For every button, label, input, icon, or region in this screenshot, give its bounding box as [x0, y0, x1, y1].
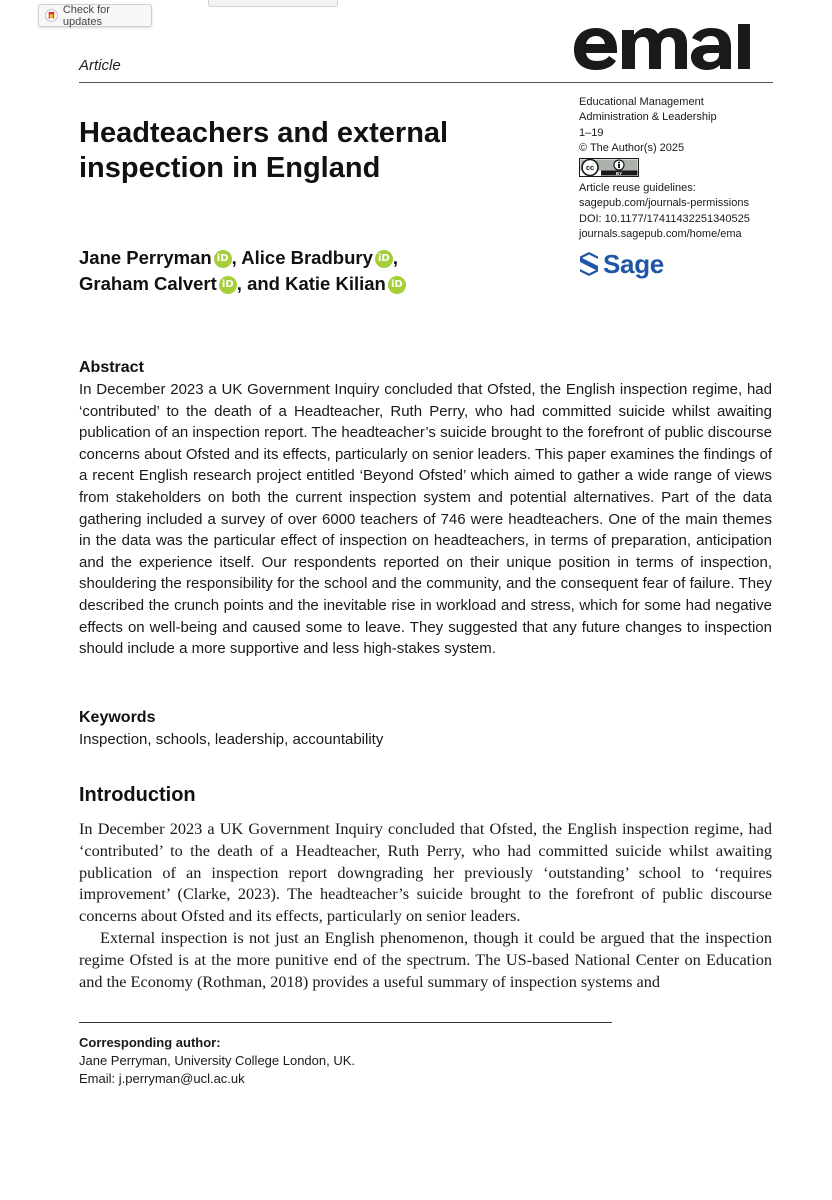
introduction-paragraph: External inspection is not just an English phenomenon, though it could be argued that the inspection regime Ofsted is at the more punitive end of the spectrum. The US-based National Center on Education and the Economy (Rothman, 2018) provides a useful summary of inspection systems and [79, 927, 772, 991]
svg-text:cc: cc [585, 163, 595, 173]
author-separator: , and [236, 273, 286, 294]
introduction-body [79, 818, 772, 992]
introduction-paragraph: In December 2023 a UK Government Inquiry concluded that Ofsted, the English inspection regime, had ‘contributed’ to the death of a Headteacher, Ruth Perry, who had committed suicide whilst awaiting publication of an inspection report downgrading her previously ‘outstanding’ school to ‘requires improvement’ (Clarke, 2023). The headteacher’s suicide brought to the forefront of public discourse concerns about Ofsted and its effects, particularly on senior leaders. [79, 819, 772, 926]
emal-journal-logo [574, 24, 774, 70]
author-separator: , [392, 247, 399, 268]
footnote-affiliation: Jane Perryman, University College London, UK. [79, 1053, 356, 1068]
author-name[interactable]: Katie Kilian [285, 273, 386, 294]
introduction-heading: Introduction [79, 784, 196, 806]
journal-info-line: 1–19 [579, 126, 604, 139]
cc-by-license-icon[interactable] [579, 158, 639, 177]
svg-text:BY: BY [615, 171, 623, 177]
footnote-email[interactable]: Email: j.perryman@ucl.ac.uk [79, 1071, 245, 1086]
journal-info-line: © The Author(s) 2025 [579, 141, 685, 154]
journal-info-line: Article reuse guidelines: [579, 182, 696, 195]
journal-info-block [579, 95, 779, 280]
orcid-icon[interactable]: iD [219, 276, 237, 294]
header-rule [79, 82, 773, 83]
author-name[interactable]: Jane Perryman [79, 247, 212, 268]
footnote-heading: Corresponding author: [79, 1035, 221, 1050]
top-tab-handle[interactable] [208, 0, 338, 7]
article-title: Headteachers and external inspection in England [79, 117, 449, 184]
doi-line[interactable]: DOI: 10.1177/17411432251340525 [579, 212, 750, 225]
author-list [79, 245, 539, 297]
corresponding-author-footnote [79, 1034, 355, 1088]
journal-homepage-link[interactable]: journals.sagepub.com/home/ema [579, 228, 742, 241]
author-separator: , [231, 247, 242, 268]
orcid-icon[interactable]: iD [214, 250, 232, 268]
author-name[interactable]: Alice Bradbury [241, 247, 373, 268]
check-for-updates-button[interactable] [38, 4, 152, 27]
permissions-link[interactable]: sagepub.com/journals-permissions [579, 197, 749, 210]
author-name[interactable]: Graham Calvert [79, 273, 217, 294]
orcid-icon[interactable]: iD [375, 250, 393, 268]
article-type-label: Article [79, 57, 121, 74]
keywords-heading: Keywords [79, 709, 156, 726]
check-for-updates-label: Check for updates [62, 3, 110, 28]
sage-publisher-logo [579, 249, 779, 280]
abstract-heading: Abstract [79, 359, 144, 376]
journal-info-line: Administration & Leadership [579, 111, 717, 124]
crossmark-icon [45, 9, 58, 22]
sage-wordmark: Sage [603, 249, 664, 280]
journal-info-line: Educational Management [579, 96, 704, 108]
orcid-icon[interactable]: iD [388, 276, 406, 294]
abstract-text: In December 2023 a UK Government Inquiry concluded that Ofsted, the English inspection regime, had ‘contributed’ to the death of a Headteacher, Ruth Perry, who had committed suicide whilst awaiting publication of an inspection report. The headteacher’s suicide brought to the forefront of public discourse concerns about Ofsted and its effects, particularly on senior leaders. This paper examines the findings of a recent English research project entitled ‘Beyond Ofsted’ which aimed to gather a wide range of views from stakeholders on both the current inspection system and potential alternatives. Part of the data gathering included a survey of over 6000 teachers of 746 were headteachers. One of the main themes in the data was the particular effect of inspection on headteachers, in terms of preparation, anticipation and the experience itself. Our respondents reported on their unique position in terms of inspection, shouldering the responsibility for the school and the community, and the consequent fear of failure. They described the crunch points and the inevitable rise in workload and stress, which for some had negative effects on well-being and caused some to leave. They suggested that any future changes to inspection should include a more supportive and less high-stakes system. [79, 381, 772, 658]
footnote-rule [79, 1022, 612, 1023]
sage-s-icon [579, 251, 599, 277]
keywords-text: Inspection, schools, leadership, accountability [79, 731, 384, 748]
